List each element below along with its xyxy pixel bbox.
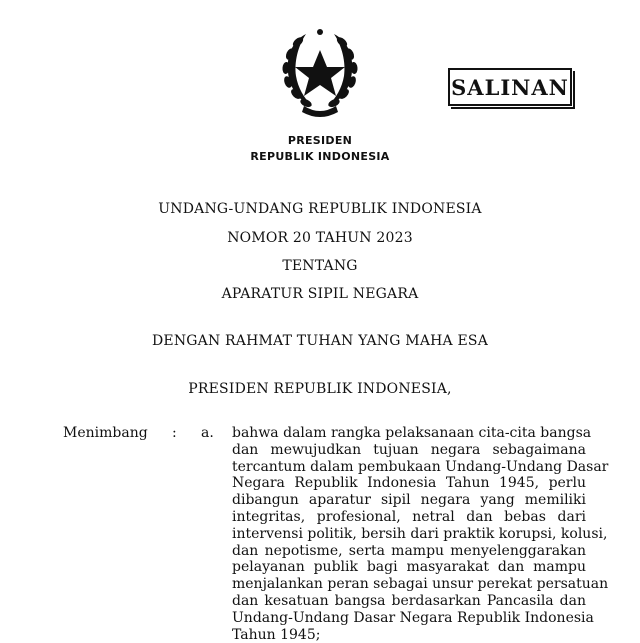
law-number: NOMOR 20 TAHUN 2023 xyxy=(227,230,413,246)
paragraph-line: Negara Republik Indonesia Tahun 1945, perlu xyxy=(232,475,586,492)
item-letter: a. xyxy=(201,425,214,441)
paragraph-line: Undang-Undang Dasar Negara Republik Indonesia xyxy=(232,609,594,626)
paragraph-line: integritas, profesional, netral dan bebas dari xyxy=(232,508,586,525)
menimbang-label: Menimbang xyxy=(63,425,148,441)
issuer-line-2: REPUBLIK INDONESIA xyxy=(250,150,390,163)
issuer-header xyxy=(200,133,440,165)
paragraph-line: dan kesatuan bangsa berdasarkan Pancasila dan xyxy=(232,592,586,609)
paragraph-line: intervensi politik, bersih dari praktik korupsi, kolusi, xyxy=(232,525,608,542)
preamble: DENGAN RAHMAT TUHAN YANG MAHA ESA xyxy=(151,333,489,349)
paragraph-line: menjalankan peran sebagai unsur perekat persatuan xyxy=(232,576,609,593)
menimbang-colon: : xyxy=(172,425,177,441)
state-emblem-icon xyxy=(276,20,364,120)
paragraph-line: dan mewujudkan tujuan negara sebagaimana xyxy=(232,441,586,458)
menimbang-paragraph xyxy=(232,425,609,643)
paragraph-line: dan nepotisme, serta mampu menyelenggarakan xyxy=(232,542,586,559)
paragraph-line: Tahun 1945; xyxy=(232,626,321,643)
issuer-line-1: PRESIDEN xyxy=(287,134,353,147)
enacting-authority: PRESIDEN REPUBLIK INDONESIA, xyxy=(188,381,452,397)
paragraph-line: tercantum dalam pembukaan Undang-Undang Dasar xyxy=(232,458,609,475)
law-title: UNDANG-UNDANG REPUBLIK INDONESIA xyxy=(158,201,482,217)
paragraph-line: pelayanan publik bagi masyarakat dan mampu xyxy=(232,559,586,576)
paragraph-line: bahwa dalam rangka pelaksanaan cita-cita bangsa xyxy=(232,425,592,441)
salinan-stamp: SALINAN xyxy=(448,68,572,106)
paragraph-line: dibangun aparatur sipil negara yang memiliki xyxy=(232,492,586,509)
law-subject: APARATUR SIPIL NEGARA xyxy=(221,286,419,302)
law-about: TENTANG xyxy=(282,258,358,274)
